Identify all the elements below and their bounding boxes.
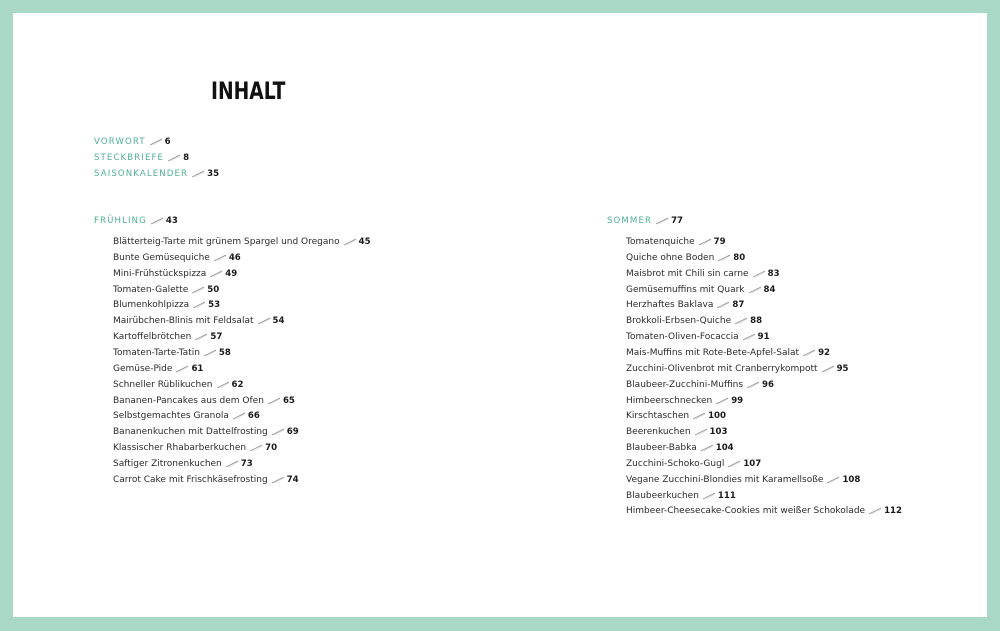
- page-number: 103: [709, 427, 728, 438]
- slash-separator-icon: [271, 475, 285, 485]
- toc-entry[interactable]: [113, 297, 220, 313]
- section-label: STECKBRIEFE: [94, 153, 165, 163]
- entry-label: Bunte Gemüsequiche: [113, 252, 210, 263]
- section-label: FRÜHLING: [94, 216, 147, 226]
- entry-label: Schneller Rüblikuchen: [113, 379, 213, 390]
- page-number: 83: [767, 268, 780, 279]
- entry-label: Klassischer Rhabarberkuchen: [113, 443, 247, 454]
- toc-entry[interactable]: [626, 456, 761, 472]
- toc-entry[interactable]: [626, 377, 774, 393]
- page-number: 104: [715, 443, 734, 454]
- entry-label: Tomaten-Oliven-Focaccia: [626, 332, 739, 343]
- entry-label: Kirschtaschen: [626, 411, 690, 422]
- page-number: 45: [358, 237, 371, 247]
- slash-separator-icon: [257, 316, 271, 326]
- toc-entry[interactable]: [626, 313, 762, 329]
- toc-entry[interactable]: [626, 503, 902, 519]
- slash-separator-icon: [746, 380, 760, 390]
- entry-label: Carrot Cake mit Frischkäsefrosting: [113, 474, 268, 485]
- entry-label: Saftiger Zitronenkuchen: [113, 458, 222, 469]
- entry-label: Blumenkohlpizza: [113, 300, 190, 311]
- slash-separator-icon: [752, 269, 766, 279]
- page-number: 99: [731, 395, 744, 406]
- slash-separator-icon: [716, 300, 730, 310]
- toc-entry[interactable]: [113, 313, 284, 329]
- slash-separator-icon: [216, 380, 230, 390]
- slash-separator-icon: [717, 253, 731, 263]
- slash-separator-icon: [702, 491, 716, 501]
- page-number: 73: [240, 458, 253, 469]
- entry-label: Blätterteig-Tarte mit grünem Spargel und Oregano: [113, 237, 340, 247]
- page-number: 62: [231, 379, 244, 390]
- toc-entry[interactable]: [113, 345, 231, 361]
- slash-separator-icon: [267, 396, 281, 406]
- page-number: 107: [743, 458, 762, 469]
- entry-label: Bananen-Pancakes aus dem Ofen: [113, 395, 264, 406]
- intro-item[interactable]: [94, 150, 189, 166]
- toc-entry[interactable]: [113, 361, 203, 377]
- entry-label: Herzhaftes Baklava: [626, 300, 714, 311]
- toc-entry[interactable]: [626, 424, 727, 440]
- entry-label: Tomaten-Tarte-Tatin: [113, 347, 200, 358]
- page-number: 50: [207, 284, 220, 295]
- slash-separator-icon: [150, 216, 164, 226]
- slash-separator-icon: [700, 443, 714, 453]
- page-number: 77: [671, 216, 684, 226]
- slash-separator-icon: [213, 253, 227, 263]
- toc-entry[interactable]: [626, 250, 745, 266]
- slash-separator-icon: [826, 475, 840, 485]
- toc-entry[interactable]: [626, 393, 743, 409]
- toc-entry[interactable]: [113, 266, 237, 282]
- slash-separator-icon: [225, 459, 239, 469]
- slash-separator-icon: [249, 443, 263, 453]
- page-number: 87: [732, 300, 745, 311]
- entry-label: Blaubeer-Babka: [626, 443, 697, 454]
- entry-label: Tomatenquiche: [626, 237, 695, 247]
- toc-entry[interactable]: [626, 329, 770, 345]
- page-number: 57: [210, 332, 223, 343]
- page-number: 65: [282, 395, 295, 406]
- entry-label: Himbeerschnecken: [626, 395, 713, 406]
- toc-entry[interactable]: [626, 488, 736, 504]
- entry-label: Kartoffelbrötchen: [113, 332, 192, 343]
- entry-label: Blaubeer-Zucchini-Muffins: [626, 379, 744, 390]
- page-number: 88: [750, 316, 763, 327]
- entry-label: Zucchini-Olivenbrot mit Cranberrykompott: [626, 363, 818, 374]
- page-number: 8: [183, 153, 190, 163]
- page-number: 49: [225, 268, 238, 279]
- page-number: 58: [218, 347, 231, 358]
- toc-entry[interactable]: [626, 282, 775, 298]
- entry-label: Bananenkuchen mit Dattelfrosting: [113, 427, 268, 438]
- slash-separator-icon: [175, 364, 189, 374]
- page-number: 70: [265, 443, 278, 454]
- page-title: INHALT: [211, 77, 286, 105]
- section-heading[interactable]: [94, 213, 178, 229]
- entry-label: Mairübchen-Blinis mit Feldsalat: [113, 316, 254, 327]
- page-number: 95: [836, 363, 849, 374]
- slash-separator-icon: [209, 269, 223, 279]
- slash-separator-icon: [343, 237, 357, 247]
- slash-separator-icon: [694, 427, 708, 437]
- toc-entry[interactable]: [113, 377, 243, 393]
- slash-separator-icon: [271, 427, 285, 437]
- entry-label: Quiche ohne Boden: [626, 252, 715, 263]
- entry-label: Zucchini-Schoko-Gugl: [626, 458, 725, 469]
- page-number: 43: [165, 216, 178, 226]
- toc-entry[interactable]: [113, 456, 253, 472]
- slash-separator-icon: [734, 316, 748, 326]
- toc-entry[interactable]: [626, 408, 726, 424]
- page-number: 108: [842, 474, 861, 485]
- entry-label: Himbeer-Cheesecake-Cookies mit weißer Schokolade: [626, 506, 866, 517]
- toc-entry[interactable]: [113, 440, 277, 456]
- toc-entry[interactable]: [113, 472, 299, 488]
- page-number: 61: [191, 363, 204, 374]
- entry-label: Mais-Muffins mit Rote-Bete-Apfel-Salat: [626, 347, 800, 358]
- entry-label: Tomaten-Galette: [113, 284, 189, 295]
- slash-separator-icon: [232, 411, 246, 421]
- section-heading[interactable]: [607, 213, 683, 229]
- entry-label: Blaubeerkuchen: [626, 490, 699, 501]
- toc-entry[interactable]: [113, 234, 371, 250]
- entry-label: Maisbrot mit Chili sin carne: [626, 268, 749, 279]
- toc-entry[interactable]: [113, 250, 241, 266]
- page-number: 92: [818, 347, 831, 358]
- page-number: 35: [207, 169, 220, 179]
- toc-entry[interactable]: [113, 424, 299, 440]
- toc-entry[interactable]: [626, 266, 780, 282]
- section-label: SAISONKALENDER: [94, 169, 189, 179]
- toc-entry[interactable]: [626, 361, 849, 377]
- toc-entry[interactable]: [113, 282, 219, 298]
- slash-separator-icon: [698, 237, 712, 247]
- toc-entry[interactable]: [626, 234, 726, 250]
- slash-separator-icon: [192, 300, 206, 310]
- slash-separator-icon: [191, 169, 205, 179]
- toc-entry[interactable]: [113, 329, 222, 345]
- entry-label: Brokkoli-Erbsen-Quiche: [626, 316, 732, 327]
- toc-entry[interactable]: [626, 297, 744, 313]
- page-number: 6: [164, 137, 171, 147]
- slash-separator-icon: [194, 332, 208, 342]
- slash-separator-icon: [191, 285, 205, 295]
- slash-separator-icon: [203, 348, 217, 358]
- entry-label: Beerenkuchen: [626, 427, 691, 438]
- page-number: 53: [208, 300, 221, 311]
- entry-label: Vegane Zucchini-Blondies mit Karamellsoße: [626, 474, 824, 485]
- slash-separator-icon: [149, 137, 163, 147]
- page-number: 69: [286, 427, 299, 438]
- entry-label: Gemüsemuffins mit Quark: [626, 284, 745, 295]
- slash-separator-icon: [727, 459, 741, 469]
- toc-entry[interactable]: [626, 472, 860, 488]
- slash-separator-icon: [715, 396, 729, 406]
- page-number: 100: [708, 411, 727, 422]
- toc-entry[interactable]: [113, 393, 295, 409]
- page-number: 96: [762, 379, 775, 390]
- intro-item[interactable]: [94, 166, 219, 182]
- toc-entry[interactable]: [626, 440, 734, 456]
- slash-separator-icon: [802, 348, 816, 358]
- slash-separator-icon: [868, 506, 882, 516]
- page-number: 112: [884, 506, 903, 517]
- book-page: [13, 13, 987, 617]
- page-number: 74: [286, 474, 299, 485]
- slash-separator-icon: [742, 332, 756, 342]
- slash-separator-icon: [821, 364, 835, 374]
- page-number: 84: [763, 284, 776, 295]
- page-number: 66: [247, 411, 260, 422]
- page-number: 79: [713, 237, 726, 247]
- intro-item[interactable]: [94, 134, 171, 150]
- page-number: 80: [733, 252, 746, 263]
- page-number: 91: [757, 332, 770, 343]
- slash-separator-icon: [748, 285, 762, 295]
- entry-label: Selbstgemachtes Granola: [113, 411, 229, 422]
- slash-separator-icon: [655, 216, 669, 226]
- page-number: 54: [272, 316, 285, 327]
- entry-label: Mini-Frühstückspizza: [113, 268, 207, 279]
- section-label: VORWORT: [94, 137, 146, 147]
- toc-entry[interactable]: [113, 408, 260, 424]
- slash-separator-icon: [167, 153, 181, 163]
- page-number: 111: [717, 490, 736, 501]
- entry-label: Gemüse-Pide: [113, 363, 173, 374]
- section-label: SOMMER: [607, 216, 653, 226]
- slash-separator-icon: [692, 411, 706, 421]
- page-number: 46: [228, 252, 241, 263]
- toc-entry[interactable]: [626, 345, 830, 361]
